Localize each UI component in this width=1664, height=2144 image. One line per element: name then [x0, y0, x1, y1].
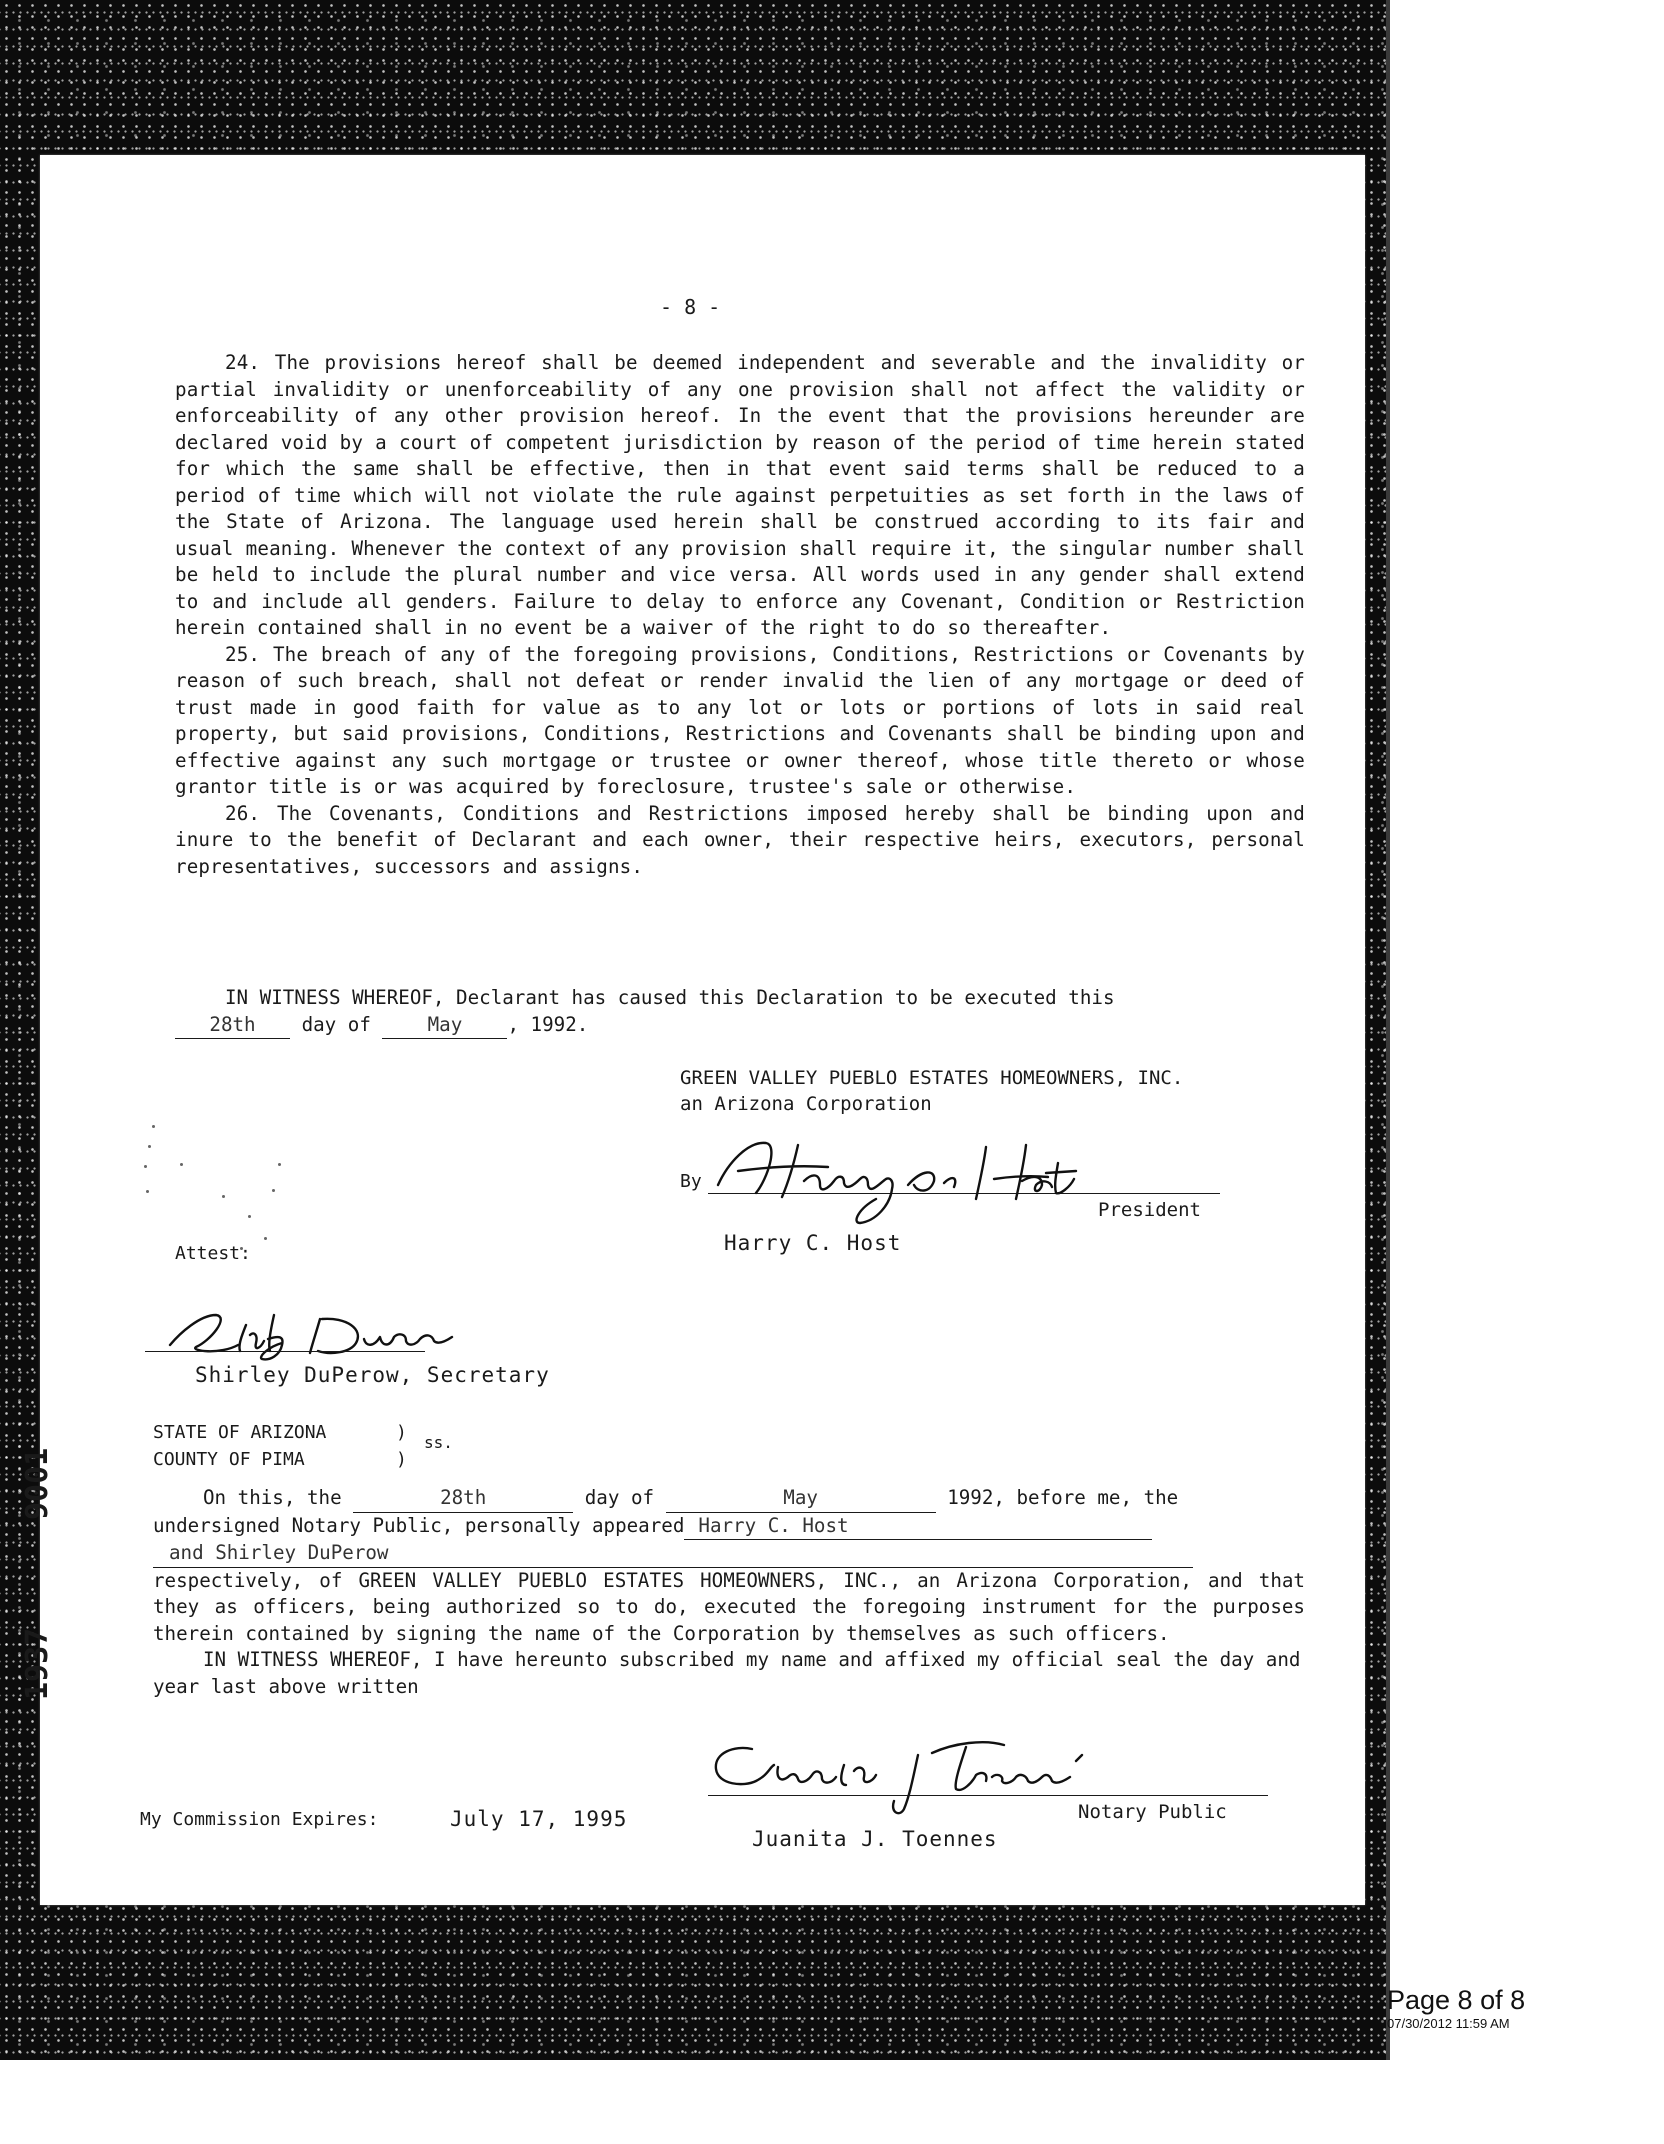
- ack-appeared-2: and Shirley DuPerow: [153, 1540, 1193, 1568]
- paragraph-text: The breach of any of the foregoing provisions, Conditions, Restrictions or Covenants by reason of such breach, shall not defeat or render invalid the lien of any mortgage or deed of trust made in good faith for value as to any lot or lots or portions of lots in said real property, but said provisions, Conditions, Restrictions and Covenants shall be binding upon and effective against any such mortgage or trustee or owner thereof, whose title thereto or whose grantor title is or was acquired by foreclosure, trustee's sale or otherwise.: [175, 642, 1306, 798]
- recording-number-stamp: [18, 1425, 73, 1705]
- print-timestamp: 07/30/2012 11:59 AM: [1387, 2016, 1510, 2031]
- witness-clause: [175, 985, 1305, 1039]
- secretary-name: Shirley DuPerow, Secretary: [195, 1363, 550, 1387]
- president-signature: [708, 1123, 1128, 1238]
- ack-month: May: [666, 1485, 936, 1513]
- by-label: By: [680, 1171, 702, 1192]
- secretary-signature-line: [145, 1351, 425, 1352]
- witness-day-of: day of: [301, 1012, 371, 1036]
- ack-witness: IN WITNESS WHEREOF, I have hereunto subscribed my name and affixed my official seal the day and year last above written: [153, 1648, 1301, 1698]
- president-name: Harry C. Host: [724, 1231, 902, 1255]
- notary-title: Notary Public: [1078, 1801, 1227, 1823]
- notary-signature: [704, 1725, 1124, 1830]
- acknowledgment: [153, 1485, 1305, 1700]
- corporation-block: [680, 1065, 1183, 1117]
- corporation-name: GREEN VALLEY PUEBLO ESTATES HOMEOWNERS, INC.: [680, 1067, 1184, 1089]
- witness-text: IN WITNESS WHEREOF, Declarant has caused this Declaration to be executed this: [225, 986, 1115, 1009]
- ack-rest: respectively, of GREEN VALLEY PUEBLO ESTATES HOMEOWNERS, INC., an Arizona Corporation, and that they as officers, being authorized so to do, executed the foregoing instrument for the purposes therein contained by signing the name of the Corporation by themselves as such officers.: [153, 1568, 1305, 1645]
- page-number: - 8 -: [660, 295, 721, 319]
- paragraph-number: 25.: [225, 642, 261, 666]
- witness-month: May: [382, 1012, 507, 1040]
- witness-day: 28th: [175, 1012, 290, 1040]
- paragraph-number: 24.: [225, 351, 261, 374]
- commission-label: My Commission Expires:: [140, 1809, 379, 1830]
- venue-state: STATE OF ARIZONA: [153, 1422, 327, 1443]
- notary-signature-line: [708, 1795, 1268, 1796]
- ack-day: 28th: [353, 1485, 573, 1513]
- witness-year: , 1992.: [507, 1012, 589, 1036]
- paragraph-24: [175, 350, 1305, 642]
- ack-line-2: undersigned Notary Public, personally appeared Harry C. Host: [153, 1513, 1305, 1541]
- venue-ss: ss.: [424, 1433, 453, 1452]
- page-indicator: Page 8 of 8: [1387, 1985, 1526, 2015]
- president-title: President: [1098, 1199, 1201, 1221]
- paragraph-text: The provisions hereof shall be deemed independent and severable and the invalidity or partial invalidity or unenforceability of any one provision shall not affect the validity or enforceability of any other provision hereof. In the event that the provisions hereunder are declared void by a court of competent jurisdiction by reason of the period of time herein stated for which the same shall be effective, then in that event said terms shall be reduced to a period of time which will not violate the rule against perpetuities as set forth in the laws of the State of Arizona. The language used herein shall be construed according to its fair and usual meaning. Whenever the context of any provision shall require it, the singular number shall be held to include the plural number and vice versa. All words used in any gender shall extend to and include all genders. Failure to delay to enforce any Covenant, Condition or Restriction herein contained shall in no event be a waiver of the right to do so thereafter.: [175, 351, 1305, 639]
- paragraph-number: 26.: [225, 801, 261, 825]
- paragraph-25: [175, 642, 1305, 801]
- ack-line-3: [153, 1540, 1305, 1568]
- venue-county: COUNTY OF PIMA: [153, 1449, 305, 1470]
- witness-date-line: [175, 1012, 1305, 1040]
- corporation-type: an Arizona Corporation: [680, 1093, 932, 1115]
- paragraph-26: [175, 801, 1305, 881]
- paragraph-text: The Covenants, Conditions and Restrictions imposed hereby shall be binding upon and inure to the benefit of Declarant and each owner, their respective heirs, executors, personal representatives, successors and assigns.: [175, 801, 1305, 878]
- venue-bracket: ) ): [396, 1422, 407, 1470]
- notary-name: Juanita J. Toennes: [752, 1827, 998, 1851]
- recording-number-1: 9001: [20, 1447, 55, 1520]
- viewer-page-footer: [1387, 1985, 1525, 2031]
- recording-number-2: 1937: [20, 1627, 55, 1700]
- body-text: [175, 350, 1305, 880]
- document-page: [40, 155, 1365, 1905]
- attest-label: Attest:: [175, 1243, 251, 1264]
- scan-edge: [1386, 0, 1390, 2060]
- ack-appeared-1: Harry C. Host: [684, 1513, 1152, 1541]
- venue-block: [153, 1419, 326, 1473]
- ack-line-1: On this, the 28th day of May 1992, before me, the: [153, 1485, 1305, 1513]
- document-sheet: [40, 155, 1365, 1905]
- secretary-signature: [150, 1285, 510, 1370]
- commission-date: July 17, 1995: [450, 1807, 628, 1831]
